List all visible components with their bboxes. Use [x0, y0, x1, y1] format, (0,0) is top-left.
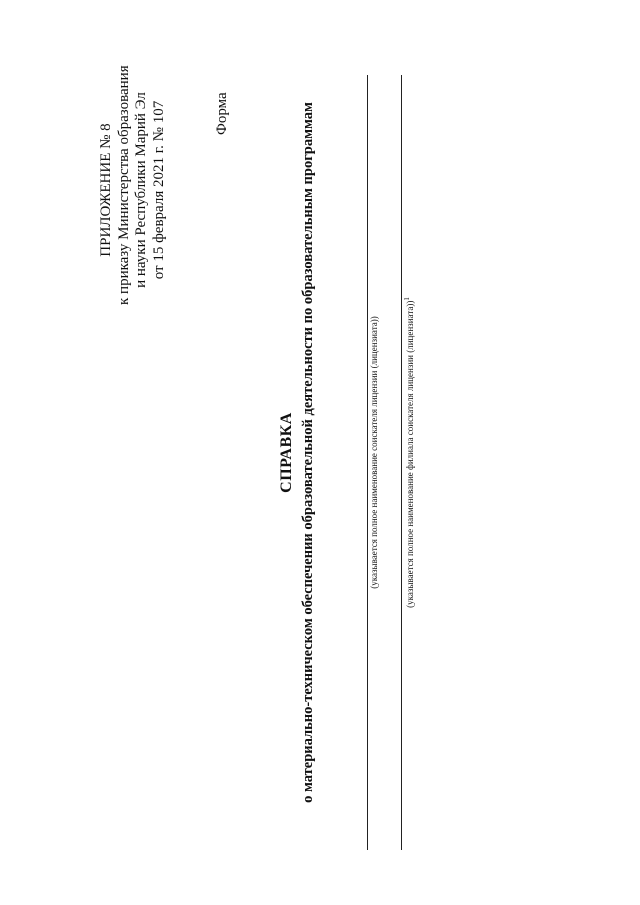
footnote-marker: 1: [403, 297, 411, 301]
appendix-order-line: к приказу Министерства образования: [115, 65, 132, 305]
form-label: Форма: [214, 92, 230, 135]
appendix-header: [98, 65, 168, 305]
branch-name-caption: (указывается полное наименование филиала соискателя лицензии (лицензиата)): [405, 300, 415, 608]
document-subtitle: о материально-техническом обеспечении образовательной деятельности по образовательным программам: [300, 102, 316, 803]
appendix-region-line: и науки Республики Марий Эл: [133, 92, 149, 288]
branch-name-line: [401, 75, 402, 850]
document-title: СПРАВКА: [278, 412, 295, 493]
appendix-number: ПРИЛОЖЕНИЕ № 8: [98, 123, 114, 257]
licensee-name-line: [367, 75, 368, 850]
branch-name-caption-wrap: [403, 0, 415, 905]
appendix-date-line: от 15 февраля 2021 г. № 107: [150, 100, 167, 280]
licensee-name-caption: (указывается полное наименование соискателя лицензии (лицензиата)): [369, 316, 379, 589]
